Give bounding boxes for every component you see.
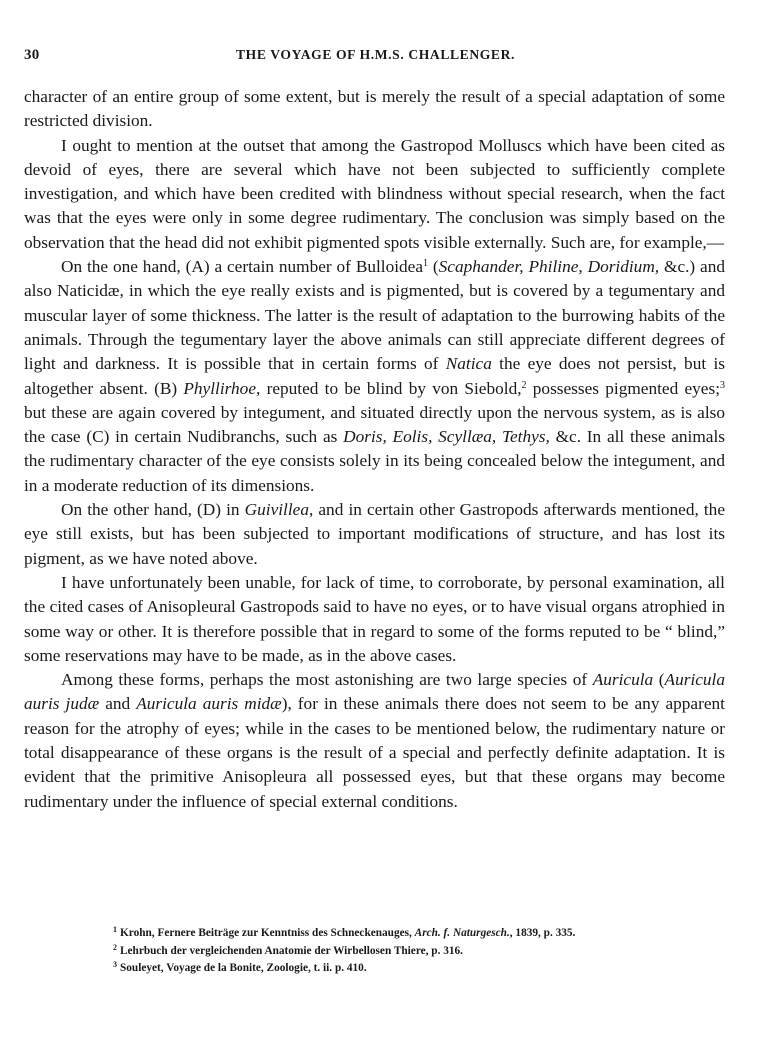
paragraph-3 — [24, 255, 725, 498]
page-number: 30 — [24, 47, 40, 63]
paragraph-6 — [24, 668, 725, 814]
paragraph-3-italic: Phyllirhoe, — [183, 378, 261, 398]
paragraph-6-italic: Auricula auris judæ — [24, 670, 725, 714]
paragraph-6-text: ), for in these animals there does not seem to be any apparent reason for the atrophy of eyes; while in the cases to be mentioned below, the rudimentary nature or total disappearance of these organs is the result of a special and perfectly definite adaptation. It is evident that the primitive Anisopleura all possessed eyes, but that these organs may become rudimentary under the influence of special external conditions. — [24, 694, 725, 811]
footnote-ref-1: 1 — [423, 258, 429, 270]
paragraph-6-italic: Auricula — [592, 670, 654, 690]
paragraph-3-italic: Scaphander, Philine, Doridium, — [438, 257, 660, 277]
paragraph-4-text: and in certain other Gastropods afterwards mentioned, the eye still exists, but has been subjected to important modifications of structure, and has lost its pigment, as we have noted above. — [24, 500, 725, 568]
page-header — [24, 47, 740, 69]
body-text — [24, 85, 725, 814]
footnote-text: Lehrbuch der vergleichenden Anatomie der Wirbellosen Thiere, p. 316. — [120, 944, 463, 957]
paragraph-3-text: but these are again covered by integument, and situated directly upon the nervous system, as is also the case (C) in certain Nudibranchs, such as — [24, 402, 725, 447]
paragraph-3-italic: Natica — [445, 354, 492, 374]
footnote-ref-3: 3 — [720, 379, 725, 391]
footnote-number: 3 — [113, 960, 117, 969]
paragraph-3-italic: Doris, Eolis, Scyllæa, Tethys, — [343, 427, 550, 447]
footnote-ref-2: 2 — [521, 379, 527, 391]
paragraph-6-text: and — [99, 694, 137, 714]
paragraph-4 — [24, 498, 725, 571]
paragraph-3-text: possesses pigmented eyes; — [526, 378, 720, 398]
paragraph-1: character of an entire group of some extent, but is merely the result of a special adaptation of some restricted division. — [24, 87, 725, 131]
paragraph-3-text: reputed to be blind by von Siebold, — [260, 378, 522, 398]
paragraph-3-text: ( — [428, 257, 439, 277]
footnote-1 — [113, 925, 713, 943]
running-title: THE VOYAGE OF H.M.S. CHALLENGER. — [236, 47, 516, 62]
paragraph-3-text: On the one hand, (A) a certain number of Bulloidea — [61, 257, 424, 277]
paragraph-2: I ought to mention at the outset that among the Gastropod Molluscs which have been cited as devoid of eyes, there are several which have not been subjected to sufficiently complete investigation, and which have been credited with blindness without special research, when the fact was that the eyes were only in some degree rudimentary. The conclusion was simply based on the observation that the head did not exhibit pigmented spots visible externally. Such are, for example,— — [24, 135, 725, 252]
paragraph-3-text: &c. In all these animals the rudimentary character of the eye consists solely in its being concealed below the integument, and in a moderate reduction of its dimensions. — [24, 427, 725, 495]
paragraph-3-text: &c.) and also Naticidæ, in which the eye really exists and is pigmented, but is covered by a tegumentary and muscular layer of some thickness. The latter is the result of adaptation to the burrowing habits of the animals. Through the tegumentary layer the above animals can still appreciate different degrees of light and darkness. It is possible that in certain forms of — [24, 257, 726, 374]
paragraph-6-italic: Auricula auris midæ — [136, 694, 282, 714]
footnote-italic: Arch. f. Naturgesch. — [414, 927, 510, 939]
footnote-3 — [113, 960, 713, 978]
paragraph-4-text: On the other hand, (D) in — [61, 500, 245, 520]
paragraph-5: I have unfortunately been unable, for lack of time, to corroborate, by personal examination, all the cited cases of Anisopleural Gastropods said to have no eyes, or to have visual organs atrophied in some way or other. It is therefore possible that in regard to some of the forms reputed to be “ blind,” some reservations may have to be made, as in the above cases. — [24, 572, 725, 665]
footnote-number: 2 — [113, 942, 117, 952]
footnote-text: Krohn, Fernere Beiträge zur Kenntniss des Schneckenauges, — [120, 927, 415, 939]
paragraph-4-italic: Guivillea, — [244, 500, 314, 520]
paragraph-6-text: ( — [653, 670, 665, 690]
footnote-2 — [113, 943, 713, 961]
footnote-text: Souleyet, Voyage de la Bonite, Zoologie, t. ii. p. 410. — [120, 962, 367, 974]
paragraph-6-text: Among these forms, perhaps the most astonishing are two large species of — [61, 670, 593, 690]
footnote-text: , 1839, p. 335. — [509, 927, 576, 939]
footnote-number: 1 — [113, 925, 117, 934]
paragraph-3-text: the eye does not persist, but is altogether absent. (B) — [24, 354, 725, 398]
footnotes — [113, 925, 713, 978]
